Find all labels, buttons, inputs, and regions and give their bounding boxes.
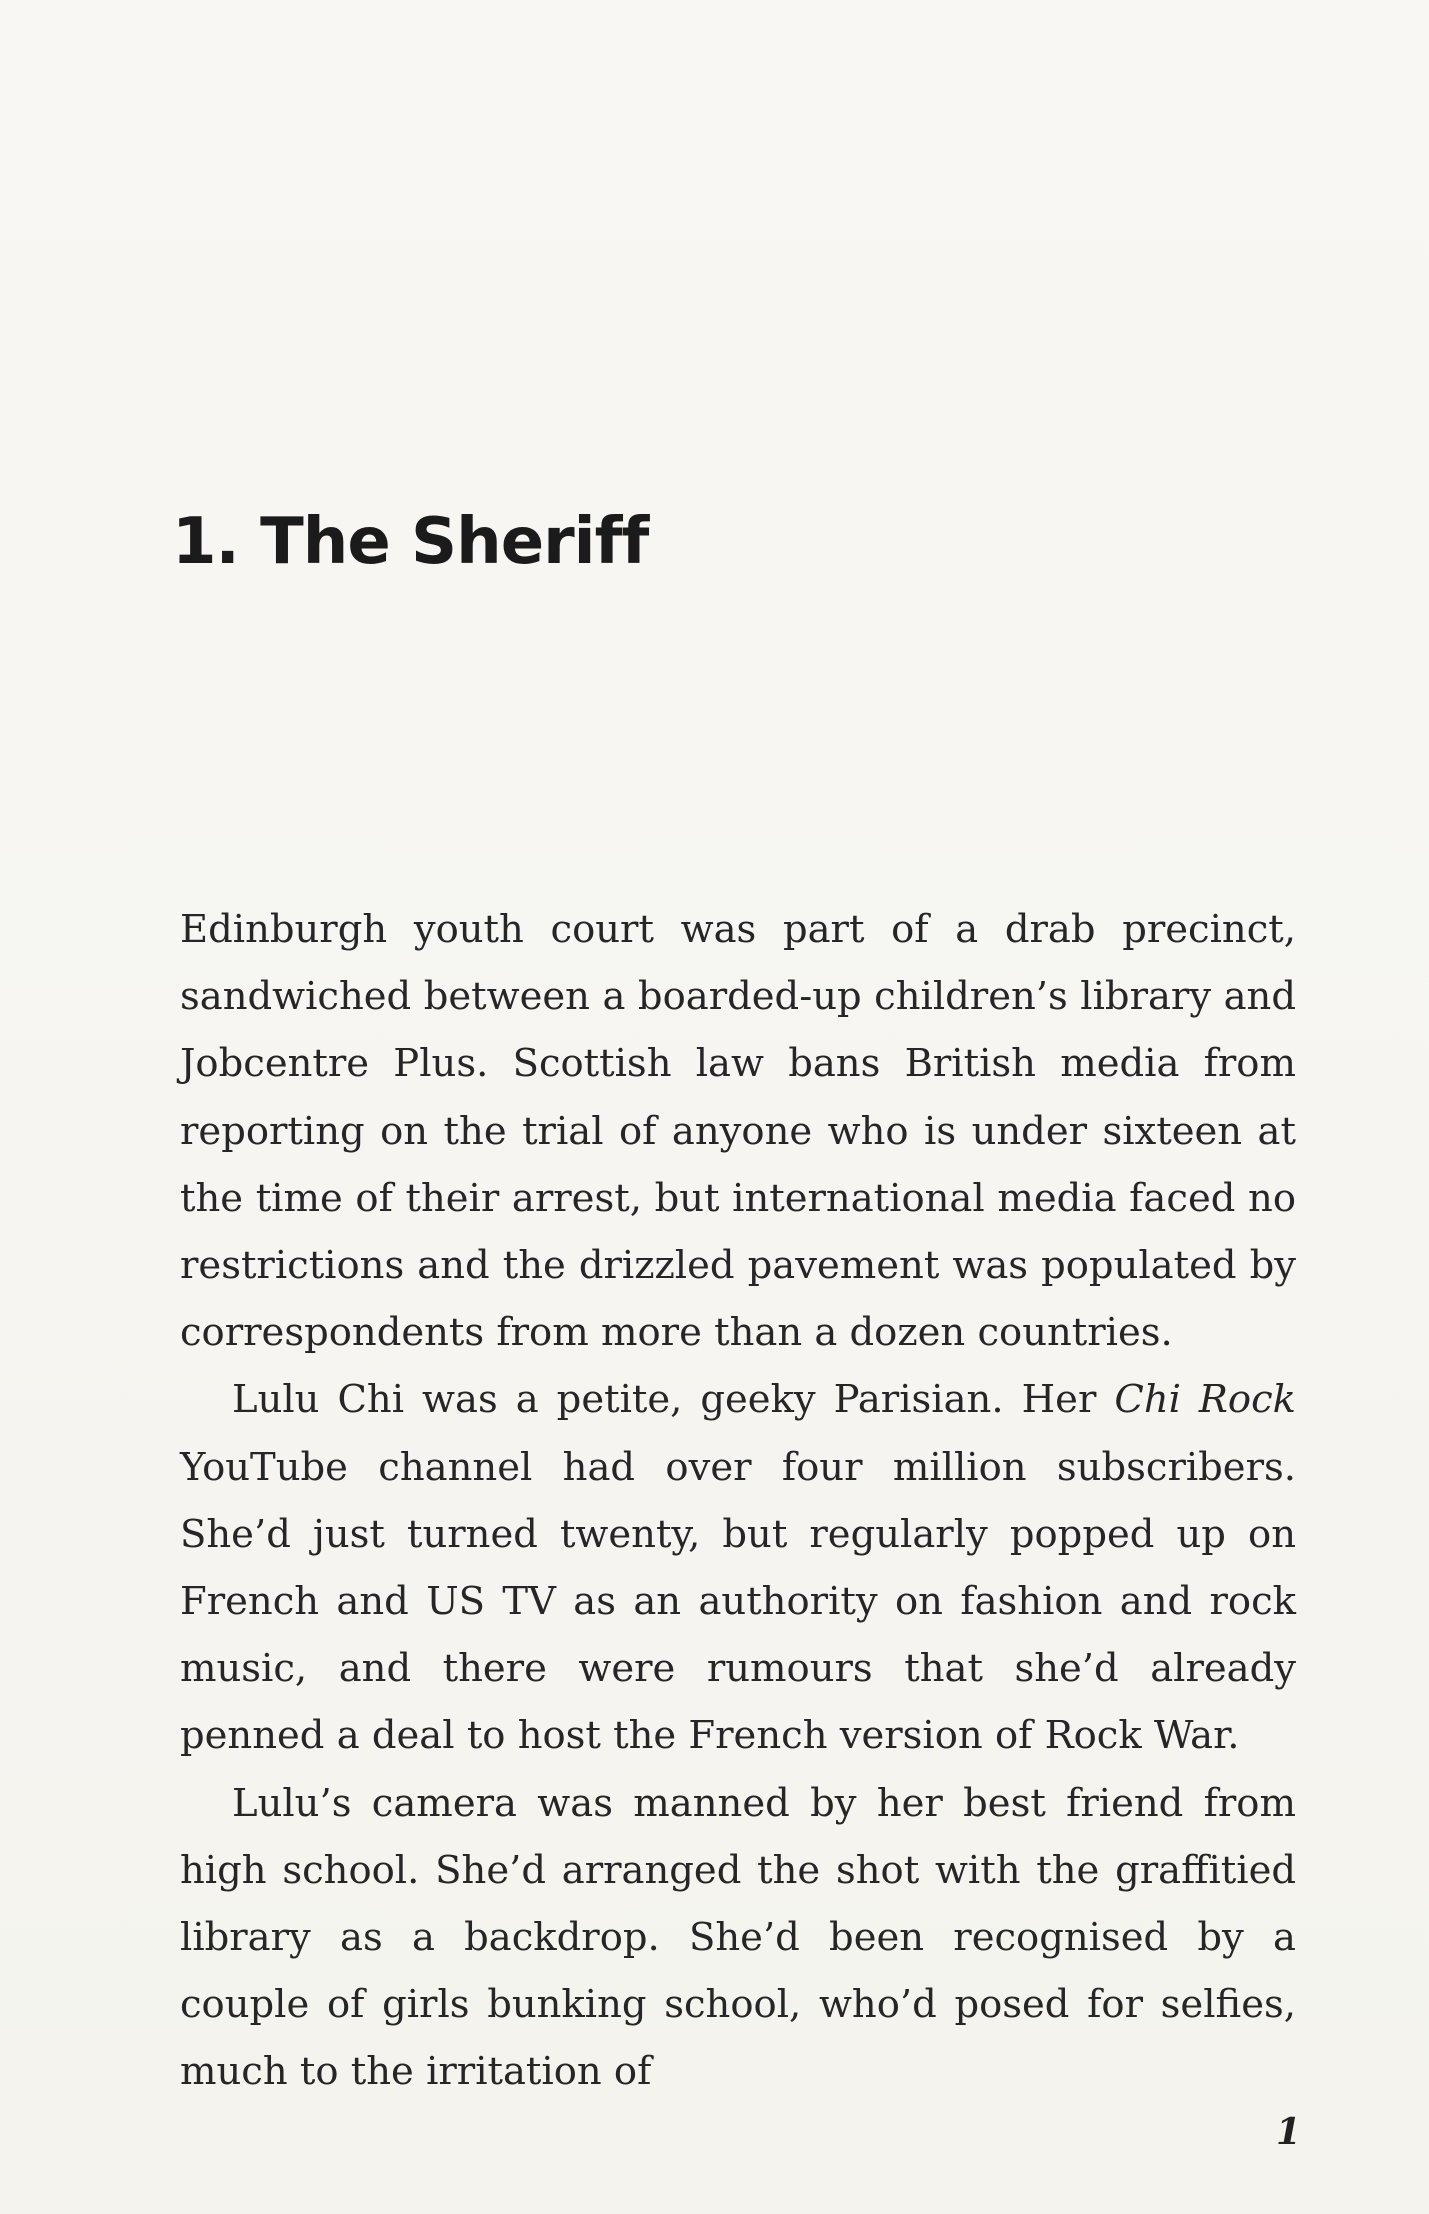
channel-name-italic: Chi Rock [1114,1377,1296,1423]
body-text [180,896,1296,2106]
paragraph-3: Lulu’s camera was manned by her best friend from high school. She’d arranged the shot with the graffitied library as a backdrop. She’d been recognised by a couple of girls bunking school, who’d posed for selfies, much to the irritation of [180,1780,1296,2095]
paragraph-1: Edinburgh youth court was part of a drab precinct, sandwiched between a boarded-up children’s library and Jobcentre Plus. Scottish law bans British media from reporting on the trial of anyone who is under sixteen at the time of their arrest, but international media faced no restrictions and the drizzled pavement was populated by correspondents from more than a dozen countries. [180,907,1296,1356]
paragraph-2-after: YouTube channel had over four million subscribers. She’d just turned twenty, but regularly popped up on French and US TV as an authority on fashion and rock music, and there were rumours that she’d already penned a deal to host the French version of Rock War. [180,1444,1296,1759]
chapter-title: 1. The Sheriff [172,505,649,579]
page-number: 1 [1275,2111,1301,2153]
paragraph-2 [180,1366,1296,1769]
paragraph-2-before: Lulu Chi was a petite, geeky Parisian. Her [232,1377,1115,1423]
